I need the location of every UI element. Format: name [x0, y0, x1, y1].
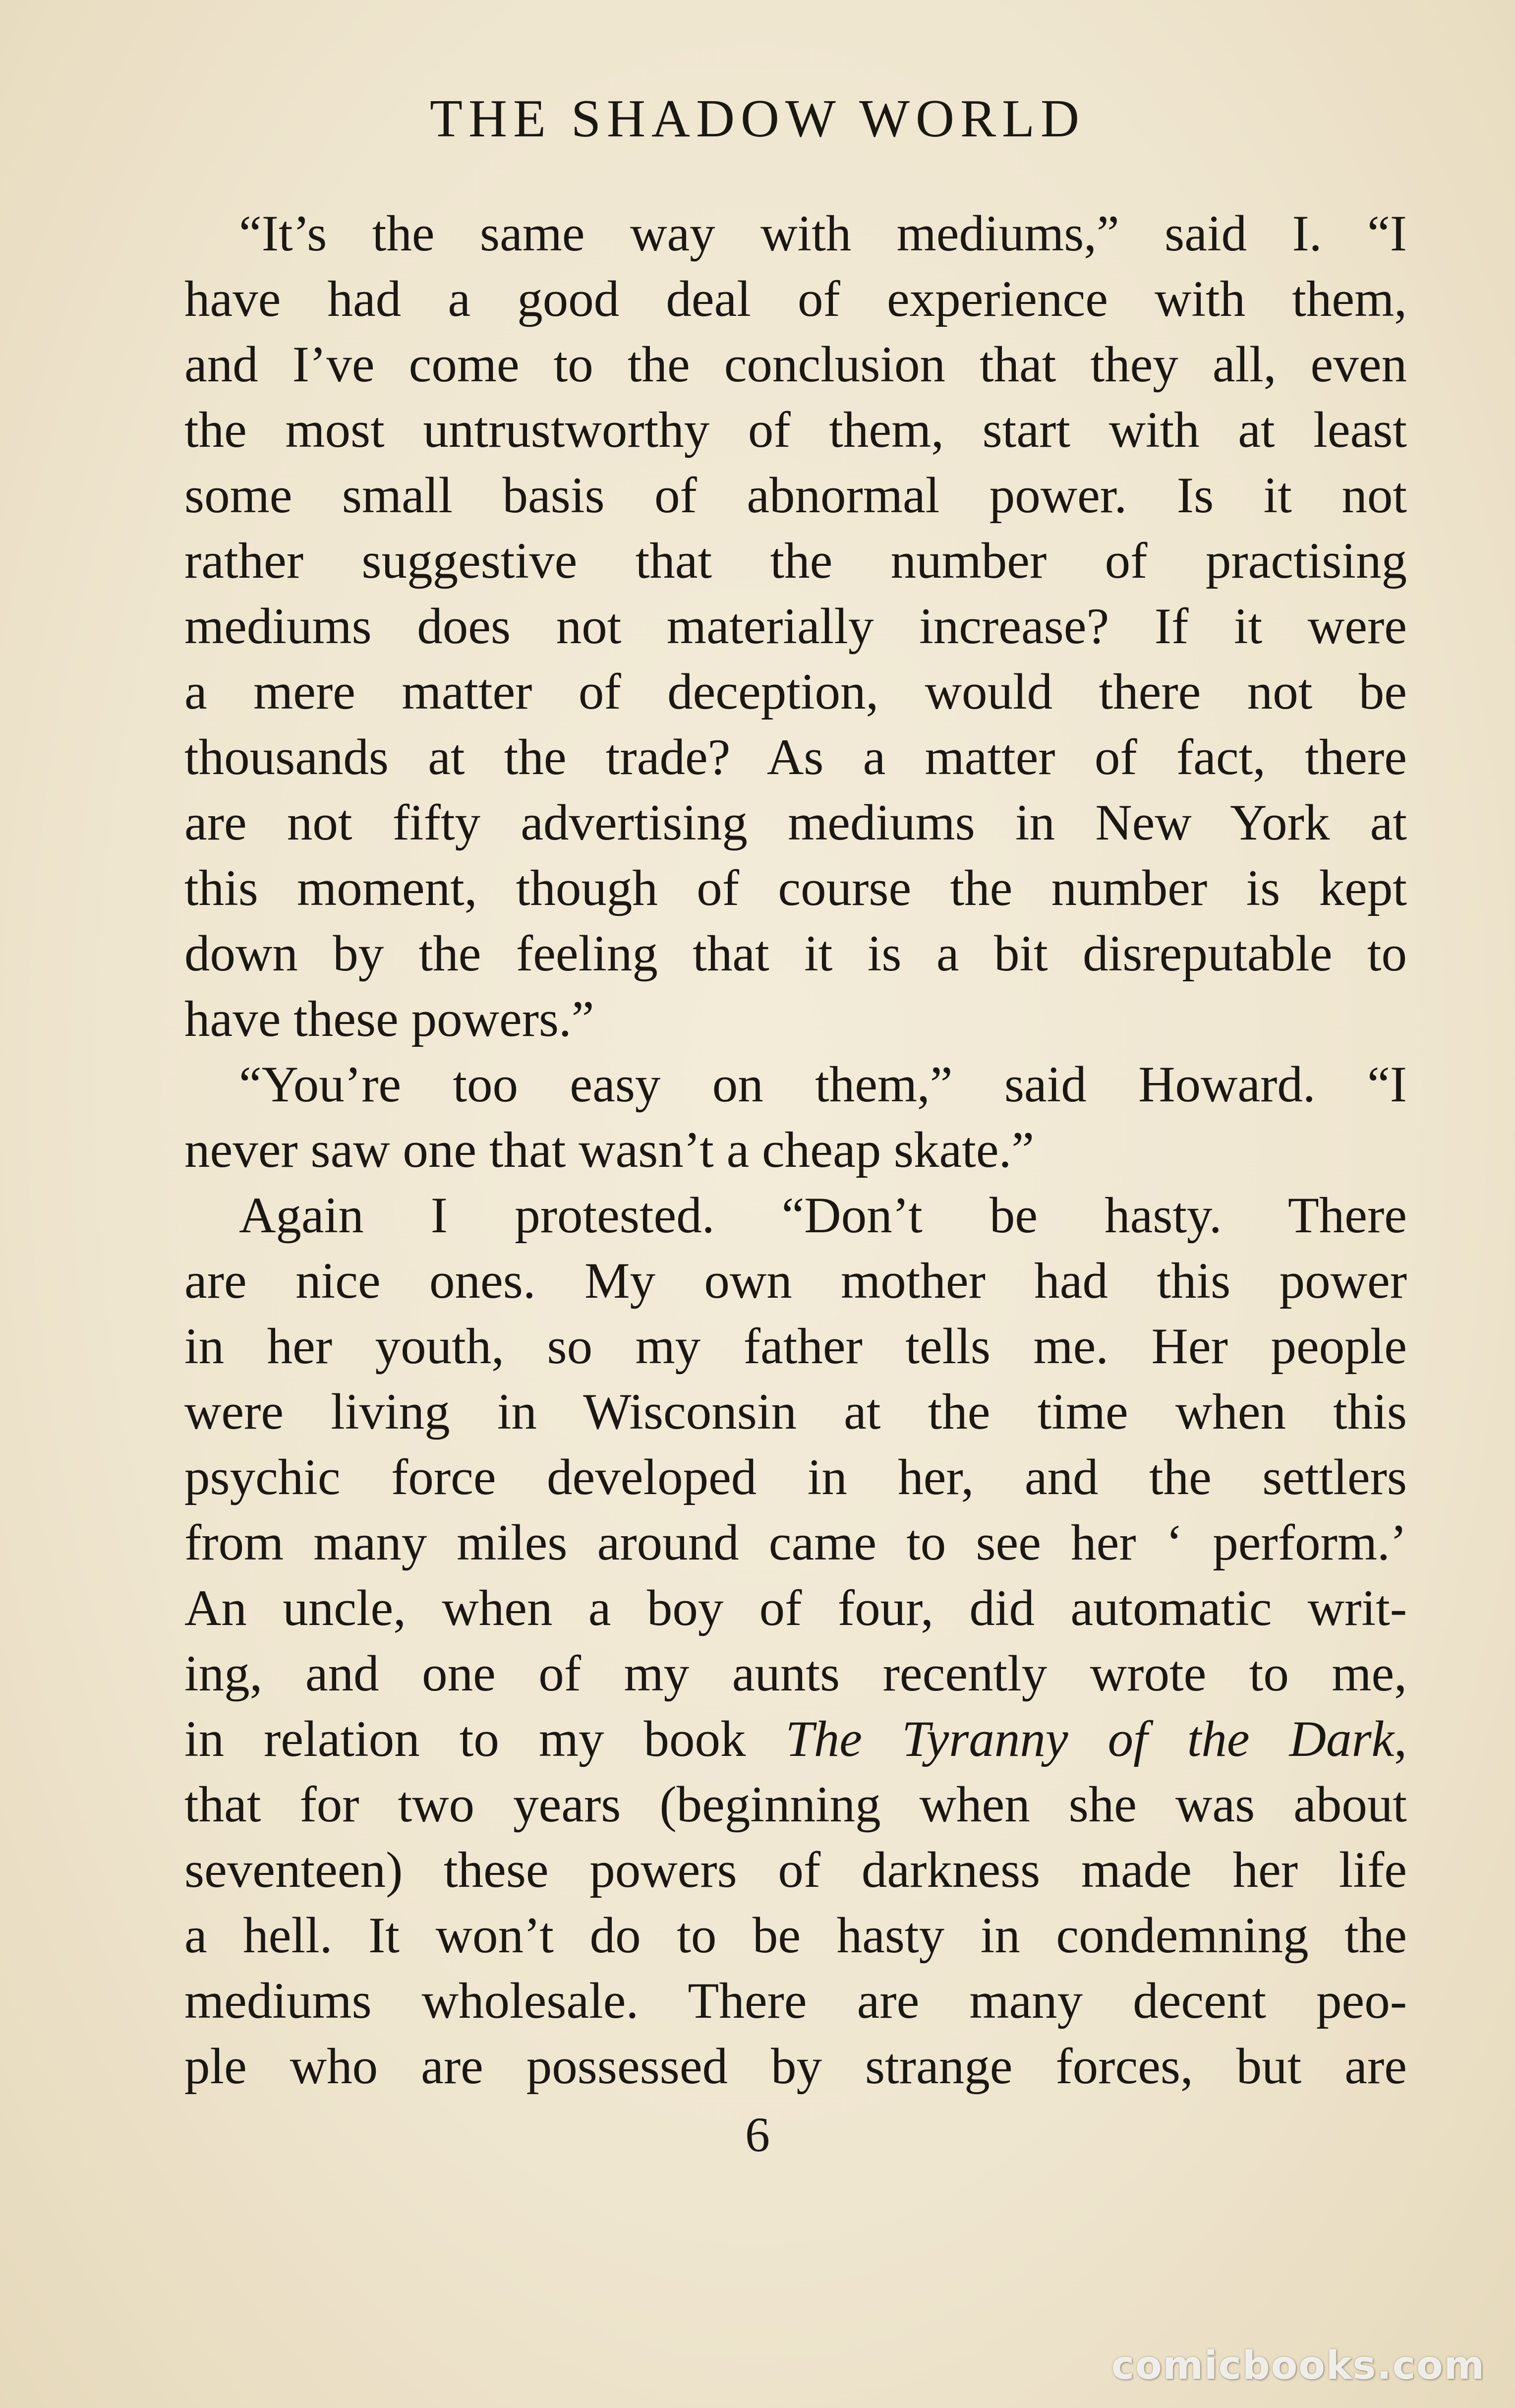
- running-head: THE SHADOW WORLD: [430, 89, 1085, 148]
- title-suffix: ,: [1394, 1711, 1407, 1767]
- line-lead: in relation to my book: [184, 1711, 786, 1767]
- text-line: some small basis of abnormal power. Is it not: [184, 467, 1407, 524]
- text-line: a hell. It won’t do to be hasty in condemning the: [184, 1907, 1407, 1964]
- text-line: Again I protested. “Don’t be hasty. There: [239, 1187, 1407, 1244]
- text-line: are nice ones. My own mother had this power: [184, 1253, 1407, 1309]
- text-line: this moment, though of course the number is kept: [184, 860, 1407, 916]
- text-line: “You’re too easy on them,” said Howard. “I: [239, 1056, 1407, 1113]
- text-line: have had a good deal of experience with them,: [184, 271, 1407, 327]
- watermark: comicbooks.com: [1111, 2344, 1485, 2388]
- text-line: thousands at the trade? As a matter of fact, there: [184, 729, 1407, 785]
- text-line: and I’ve come to the conclusion that they all, even: [184, 336, 1407, 393]
- text-line: a mere matter of deception, would there not be: [184, 663, 1407, 720]
- text-line: seventeen) these powers of darkness made her life: [184, 1842, 1407, 1898]
- text-line: are not fifty advertising mediums in New York at: [184, 794, 1407, 851]
- text-line: never saw one that wasn’t a cheap skate.”: [184, 1122, 1035, 1178]
- text-line: ple who are possessed by strange forces, but are: [184, 2038, 1407, 2095]
- text-line: from many miles around came to see her ‘ perform.’: [184, 1514, 1407, 1571]
- text-line-with-title: [184, 1706, 1407, 1772]
- text-line: were living in Wisconsin at the time when this: [184, 1384, 1407, 1440]
- body-text: [184, 201, 1407, 2099]
- text-line: ing, and one of my aunts recently wrote to me,: [184, 1645, 1407, 1702]
- text-line: mediums does not materially increase? If it were: [184, 598, 1407, 655]
- text-line: have these powers.”: [184, 991, 594, 1047]
- text-line: mediums wholesale. There are many decent peo-: [184, 1973, 1407, 2029]
- text-line: the most untrustworthy of them, start with at least: [184, 402, 1407, 458]
- text-line: An uncle, when a boy of four, did automatic writ-: [184, 1580, 1407, 1636]
- text-line: rather suggestive that the number of practising: [184, 533, 1407, 589]
- text-line: “It’s the same way with mediums,” said I. “I: [239, 205, 1407, 262]
- text-line: that for two years (beginning when she was about: [184, 1776, 1407, 1833]
- text-line: psychic force developed in her, and the settlers: [184, 1449, 1407, 1505]
- page-number: 6: [745, 2107, 770, 2162]
- text-line: in her youth, so my father tells me. Her people: [184, 1318, 1407, 1375]
- text-line: down by the feeling that it is a bit disreputable to: [184, 925, 1407, 982]
- book-title: The Tyranny of the Dark: [785, 1711, 1395, 1767]
